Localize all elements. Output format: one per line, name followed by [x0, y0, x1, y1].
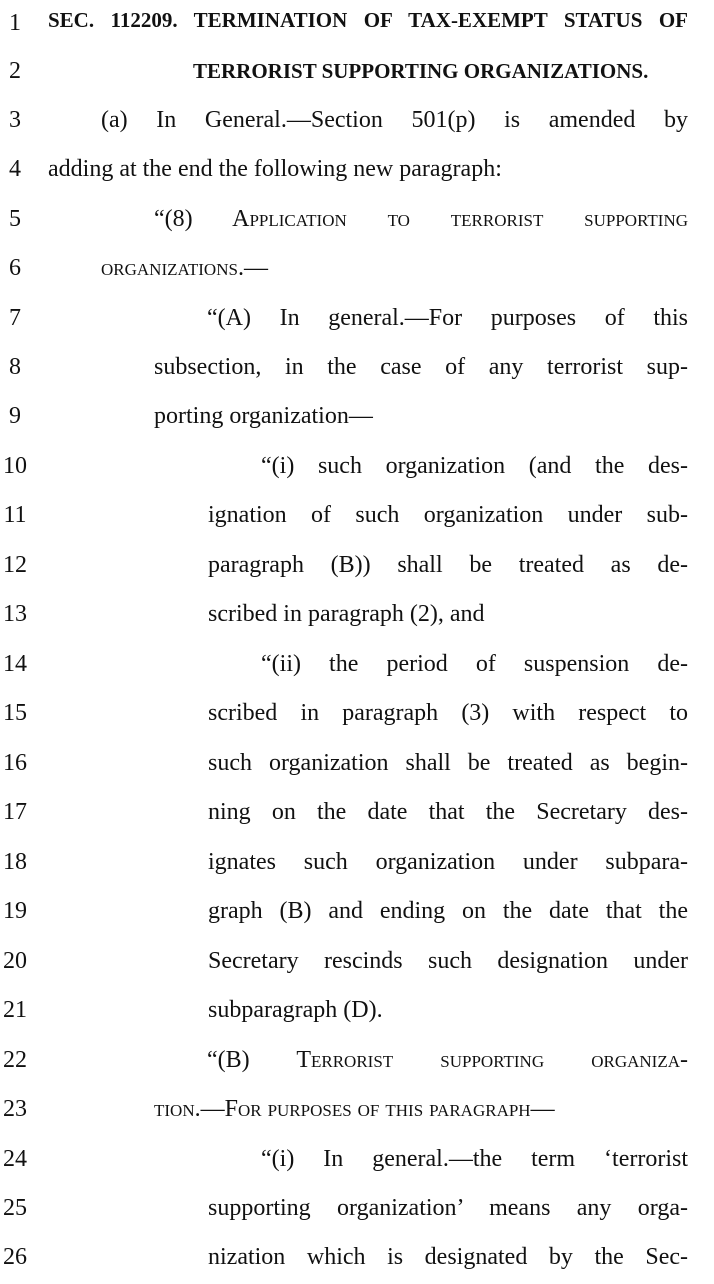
- subparagraph-a-heading: “(A) In general.—For purposes of this: [207, 306, 688, 331]
- line-number: 15: [3, 700, 27, 726]
- line-number: 25: [3, 1195, 27, 1221]
- line-number: 14: [3, 651, 27, 677]
- body-text: Secretary rescinds such designation under: [208, 949, 688, 974]
- paragraph-8-heading-continued: organizations.—: [101, 255, 268, 281]
- document-line: [0, 690, 714, 740]
- line-number: 3: [9, 107, 21, 133]
- document-line: [0, 1234, 714, 1284]
- document-line: [0, 987, 714, 1037]
- line-number: 10: [3, 453, 27, 479]
- body-text: paragraph (B)) shall be treated as de-: [208, 553, 688, 578]
- subparagraph-b-heading: “(B) Terrorist supporting organiza-: [207, 1048, 688, 1073]
- document-line: [0, 0, 714, 50]
- line-number: 9: [9, 403, 21, 429]
- document-line: [0, 1037, 714, 1087]
- body-text: such organization shall be treated as begin-: [208, 751, 688, 776]
- document-line: [0, 295, 714, 345]
- line-number: 19: [3, 898, 27, 924]
- document-line: [0, 740, 714, 790]
- document-line: [0, 542, 714, 592]
- line-number: 26: [3, 1244, 27, 1270]
- line-number: 17: [3, 799, 27, 825]
- line-number: 5: [9, 206, 21, 232]
- paragraph-8-heading: “(8) Application to terrorist supporting: [154, 207, 688, 232]
- document-line: [0, 839, 714, 889]
- body-text: scribed in paragraph (3) with respect to: [208, 701, 688, 726]
- body-text: scribed in paragraph (2), and: [208, 601, 485, 627]
- line-number: 24: [3, 1146, 27, 1172]
- line-number: 22: [3, 1047, 27, 1073]
- body-text: nization which is designated by the Sec-: [208, 1245, 688, 1270]
- document-line: [0, 146, 714, 196]
- line-number: 2: [9, 58, 21, 84]
- document-line: [0, 48, 714, 98]
- document-line: [0, 196, 714, 246]
- body-text: graph (B) and ending on the date that the: [208, 899, 688, 924]
- section-heading: SEC. 112209. TERMINATION OF TAX-EXEMPT STATUS OF: [48, 10, 688, 32]
- document-line: [0, 641, 714, 691]
- document-line: [0, 443, 714, 493]
- document-line: [0, 344, 714, 394]
- line-number: 12: [3, 552, 27, 578]
- line-number: 4: [9, 156, 21, 182]
- line-number: 13: [3, 601, 27, 627]
- body-text: ignation of such organization under sub-: [208, 503, 688, 528]
- document-line: [0, 938, 714, 988]
- line-number: 23: [3, 1096, 27, 1122]
- line-number: 16: [3, 750, 27, 776]
- document-line: [0, 888, 714, 938]
- body-text: supporting organization’ means any orga-: [208, 1196, 688, 1221]
- line-number: 1: [9, 10, 21, 36]
- document-line: [0, 492, 714, 542]
- document-line: [0, 789, 714, 839]
- line-number: 11: [3, 502, 27, 528]
- section-heading-continued: TERRORIST SUPPORTING ORGANIZATIONS.: [193, 59, 649, 83]
- document-line: [0, 97, 714, 147]
- document-line: [0, 1086, 714, 1136]
- document-line: [0, 393, 714, 443]
- body-text: ning on the date that the Secretary des-: [208, 800, 688, 825]
- document-line: [0, 245, 714, 295]
- body-text: subparagraph (D).: [208, 997, 383, 1023]
- clause-i: “(i) such organization (and the des-: [261, 454, 688, 479]
- line-number: 21: [3, 997, 27, 1023]
- line-number: 7: [9, 305, 21, 331]
- document-line: [0, 1136, 714, 1186]
- body-text: ignates such organization under subpara-: [208, 850, 688, 875]
- body-text: adding at the end the following new paragraph:: [48, 156, 502, 182]
- body-text: porting organization—: [154, 403, 373, 429]
- clause-i-heading: “(i) In general.—the term ‘terrorist: [261, 1147, 688, 1172]
- subsection-a-heading: (a) In General.—Section 501(p) is amended by: [101, 108, 688, 133]
- document-line: [0, 591, 714, 641]
- line-number: 8: [9, 354, 21, 380]
- document-line: [0, 1185, 714, 1235]
- line-number: 20: [3, 948, 27, 974]
- line-number: 6: [9, 255, 21, 281]
- line-number: 18: [3, 849, 27, 875]
- clause-ii: “(ii) the period of suspension de-: [261, 652, 688, 677]
- body-text: subsection, in the case of any terrorist sup-: [154, 355, 688, 380]
- subparagraph-b-heading-continued: tion.—For purposes of this paragraph—: [154, 1096, 555, 1122]
